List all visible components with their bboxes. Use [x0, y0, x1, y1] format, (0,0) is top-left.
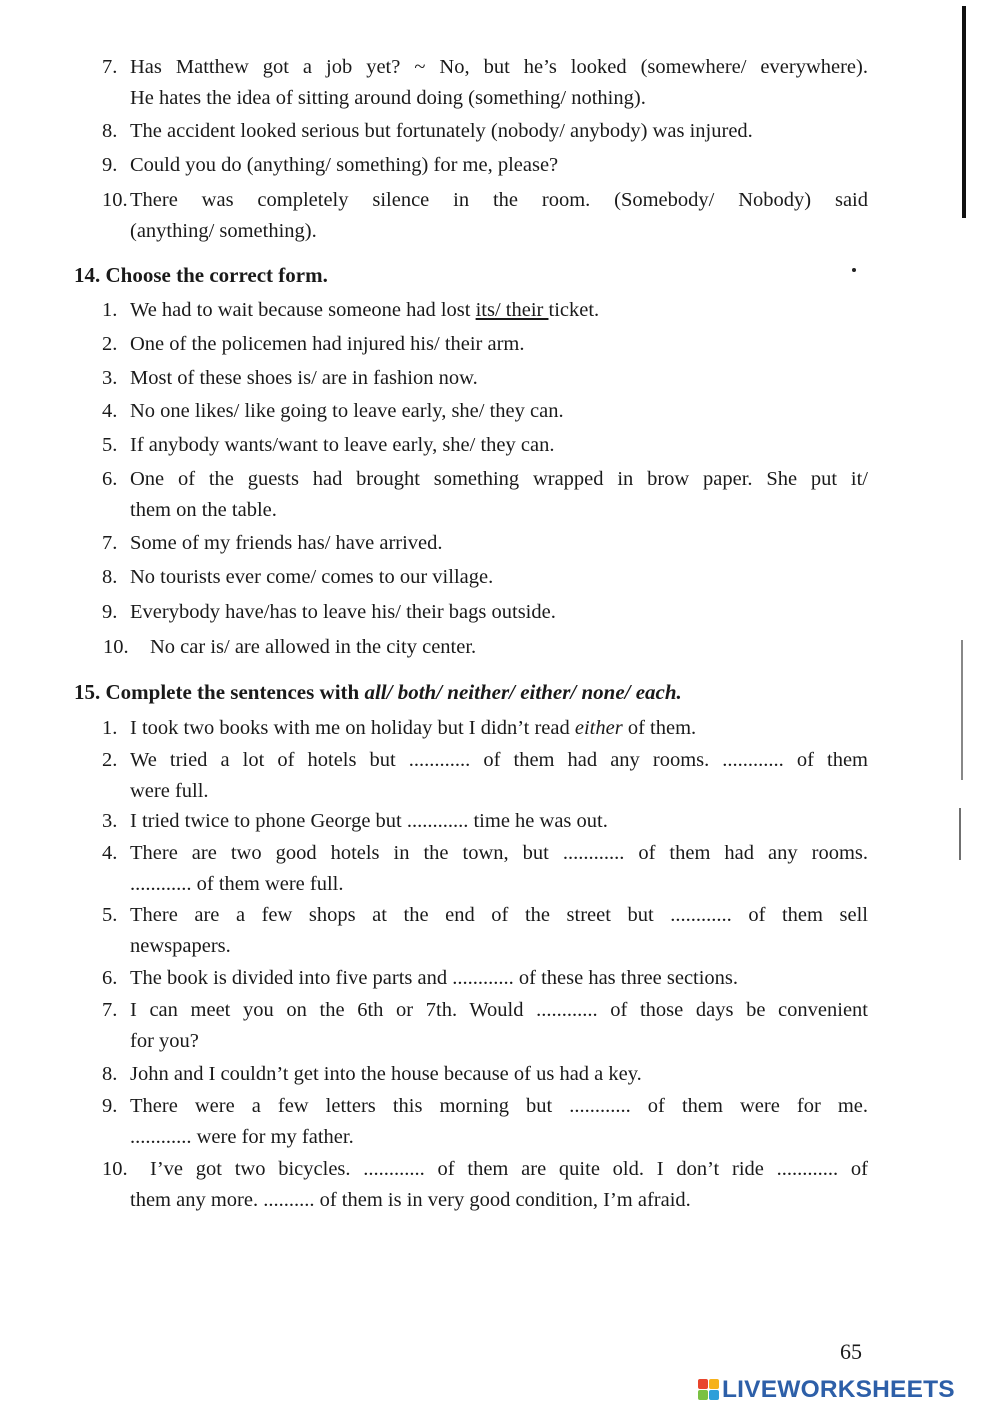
- item-text: There was completely silence in the room. (Somebody/ Nobody) said: [130, 189, 868, 211]
- item-number: 9.: [102, 154, 118, 176]
- item-text: I’ve got two bicycles. ............ of them are quite old. I don’t ride ............ of: [150, 1158, 868, 1180]
- item-text: Has Matthew got a job yet? ~ No, but he’s looked (somewhere/ everywhere).: [130, 56, 868, 78]
- ex13-item-7: [102, 52, 868, 114]
- item-text: of them.: [622, 717, 697, 739]
- ex14-item-9: [102, 597, 868, 628]
- item-text: newspapers.: [130, 935, 231, 957]
- ex14-item-1: [102, 295, 868, 326]
- stray-dot: [852, 268, 856, 272]
- ex15-item-8: [102, 1059, 868, 1090]
- item-number: 1.: [102, 717, 118, 739]
- item-text: them on the table.: [130, 499, 277, 521]
- item-number: 5.: [102, 434, 118, 456]
- item-text: John and I couldn’t get into the house because of us had a key.: [130, 1063, 642, 1085]
- item-text: ticket.: [548, 299, 600, 321]
- item-number: 2.: [102, 749, 118, 771]
- item-text: Could you do (anything/ something) for me, please?: [130, 154, 559, 176]
- ex14-item-8: [102, 562, 868, 593]
- item-number: 4.: [102, 400, 118, 422]
- ex14-item-3: [102, 363, 868, 394]
- item-text: No tourists ever come/ comes to our village.: [130, 566, 494, 588]
- item-text: There were a few letters this morning but ............ of them were for me.: [130, 1095, 868, 1117]
- exercise-15-heading: [74, 677, 682, 708]
- item-text: There are two good hotels in the town, but ............ of them had any rooms.: [130, 842, 868, 864]
- item-text: Most of these shoes is/ are in fashion now.: [130, 367, 478, 389]
- item-text: The accident looked serious but fortunately (nobody/ anybody) was injured.: [130, 120, 753, 142]
- ex14-item-4: [102, 396, 868, 427]
- item-number: 2.: [102, 333, 118, 355]
- margin-rule: [961, 640, 963, 780]
- item-text: One of the policemen had injured his/ their arm.: [130, 333, 525, 355]
- item-text: I took two books with me on holiday but I didn’t read: [130, 717, 575, 739]
- ex15-item-1: [102, 713, 868, 744]
- item-number: 10.: [103, 636, 129, 658]
- item-number: 8.: [102, 120, 118, 142]
- item-number: 9.: [102, 1095, 118, 1117]
- item-text: for you?: [130, 1030, 199, 1052]
- item-number: 1.: [102, 299, 118, 321]
- ex14-item-7: [102, 528, 868, 559]
- item-text: ............ of them were full.: [130, 873, 344, 895]
- heading-word-list: all/ both/ neither/ either/ none/ each.: [364, 680, 682, 704]
- item-text: No car is/ are allowed in the city center.: [150, 636, 477, 658]
- item-number: 7.: [102, 532, 118, 554]
- item-text: Everybody have/has to leave his/ their bags outside.: [130, 601, 556, 623]
- item-number: 3.: [102, 810, 118, 832]
- item-text: (anything/ something).: [130, 220, 317, 242]
- item-text: One of the guests had brought something wrapped in brow paper. She put it/: [130, 468, 868, 490]
- item-number: 8.: [102, 1063, 118, 1085]
- ex13-item-10: [102, 185, 868, 247]
- margin-rule: [959, 808, 961, 860]
- heading-text: 15. Complete the sentences with: [74, 680, 365, 704]
- item-text: them any more. .......... of them is in very good condition, I’m afraid.: [130, 1189, 691, 1211]
- ex15-item-10: [102, 1154, 868, 1216]
- item-text: I tried twice to phone George but ............ time he was out.: [130, 810, 608, 832]
- item-number: 5.: [102, 904, 118, 926]
- item-number: 4.: [102, 842, 118, 864]
- ex15-item-5: [102, 900, 868, 962]
- ex15-item-4: [102, 838, 868, 900]
- ex14-item-6: [102, 464, 868, 526]
- ex13-item-8: [102, 116, 868, 147]
- item-text: were full.: [130, 780, 209, 802]
- example-answer: either: [574, 717, 623, 739]
- ex14-item-5: [102, 430, 868, 461]
- item-text: There are a few shops at the end of the street but ............ of them sell: [130, 904, 868, 926]
- exercise-14-heading: 14. Choose the correct form.: [74, 263, 328, 287]
- item-number: 6.: [102, 468, 118, 490]
- item-text: I can meet you on the 6th or 7th. Would ............ of those days be convenient: [130, 999, 868, 1021]
- ex15-item-3: [102, 806, 868, 837]
- item-text: We tried a lot of hotels but ............ of them had any rooms. ............ of them: [130, 749, 868, 771]
- item-text: We had to wait because someone had lost: [130, 299, 476, 321]
- ex15-item-2: [102, 745, 868, 807]
- example-answer: its/ their: [475, 299, 549, 321]
- item-number: 7.: [102, 999, 118, 1021]
- margin-rule: [962, 6, 966, 218]
- ex14-item-2: [102, 329, 868, 360]
- liveworksheets-logo-icon: [698, 1379, 720, 1401]
- item-number: 10.: [102, 1158, 128, 1180]
- item-text: ............ were for my father.: [130, 1126, 354, 1148]
- item-number: 8.: [102, 566, 118, 588]
- watermark-text: LIVEWORKSHEETS: [722, 1376, 955, 1403]
- item-number: 3.: [102, 367, 118, 389]
- item-text: He hates the idea of sitting around doing (something/ nothing).: [130, 87, 646, 109]
- liveworksheets-watermark: [698, 1375, 955, 1405]
- ex15-item-9: [102, 1091, 868, 1153]
- ex13-item-9: [102, 150, 868, 181]
- item-text: Some of my friends has/ have arrived.: [130, 532, 443, 554]
- ex15-item-6: [102, 963, 868, 994]
- item-number: 9.: [102, 601, 118, 623]
- item-number: 10.: [102, 189, 128, 211]
- ex14-item-10: [103, 632, 868, 663]
- item-number: 6.: [102, 967, 118, 989]
- item-text: The book is divided into five parts and ............ of these has three sections.: [130, 967, 739, 989]
- page-number: 65: [840, 1339, 862, 1364]
- item-number: 7.: [102, 56, 118, 78]
- item-text: No one likes/ like going to leave early, she/ they can.: [130, 400, 564, 422]
- ex15-item-7: [102, 995, 868, 1057]
- item-text: If anybody wants/want to leave early, she/ they can.: [130, 434, 555, 456]
